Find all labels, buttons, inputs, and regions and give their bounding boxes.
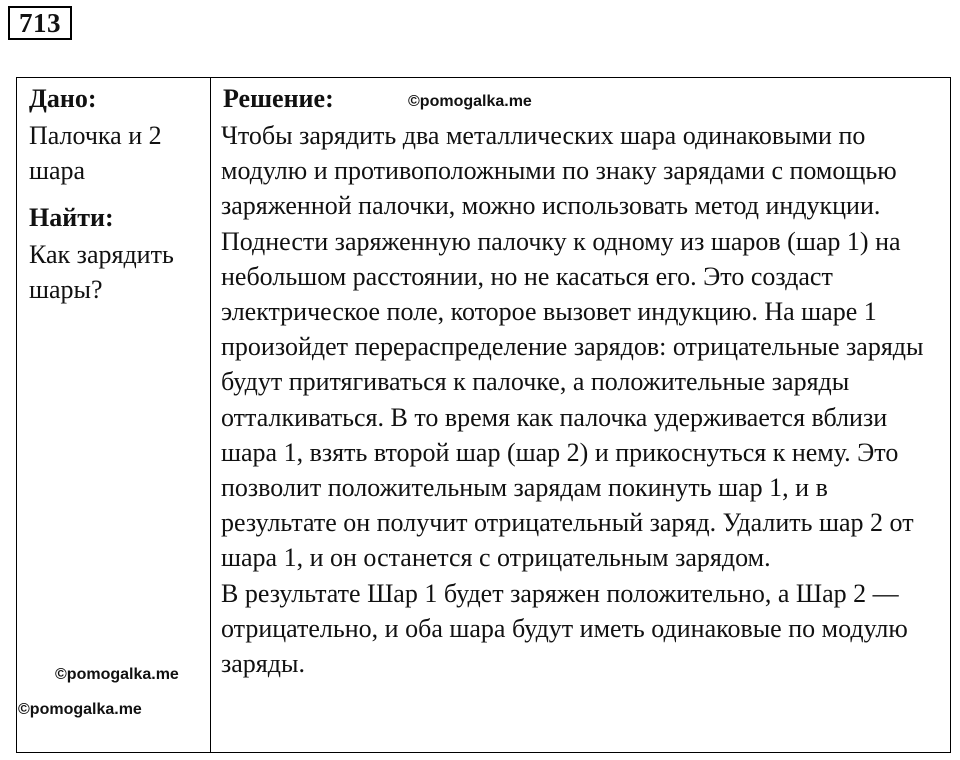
given-label: Дано: [29,84,97,113]
solution-text [221,118,941,681]
solution-paragraph-1: Чтобы зарядить два металлических шара одинаковыми по модулю и противоположными по знаку зарядами с помощью заряженной палочки, можно использовать метод индукции. Поднести заряженную палочку к одному из шаров (шар 1) на небольшом расстоянии, но не касаться его. Это создаст электрическое поле, которое вызовет индукцию. На шаре 1 произойдет перераспределение зарядов: отрицательные заряды будут притягиваться к палочке, а положительные заряды отталкиваться. В то время как палочка удерживается вблизи шара 1, взять второй шар (шар 2) и прикоснуться к нему. Это позволит положительным зарядам покинуть шар 1, и в результате он получит отрицательный заряд. Удалить шар 2 от шара 1, и он останется с отрицательным зарядом. [221,121,924,573]
given-text: Палочка и 2 шара [29,121,162,186]
watermark-middle: ©pomogalka.me [55,666,179,683]
find-label: Найти: [29,203,114,232]
find-text: Как зарядить шары? [29,240,174,305]
problem-number: 713 [8,6,72,40]
solution-column [211,78,950,752]
given-column [17,78,211,752]
solution-label: Решение: [223,84,334,113]
watermark-bottom: ©pomogalka.me [18,701,142,718]
watermark-top: ©pomogalka.me [408,93,532,110]
solution-table [16,77,951,753]
solution-paragraph-2: В результате Шар 1 будет заряжен положительно, а Шар 2 — отрицательно, и оба шара будут иметь одинаковые по модулю заряды. [221,578,908,679]
